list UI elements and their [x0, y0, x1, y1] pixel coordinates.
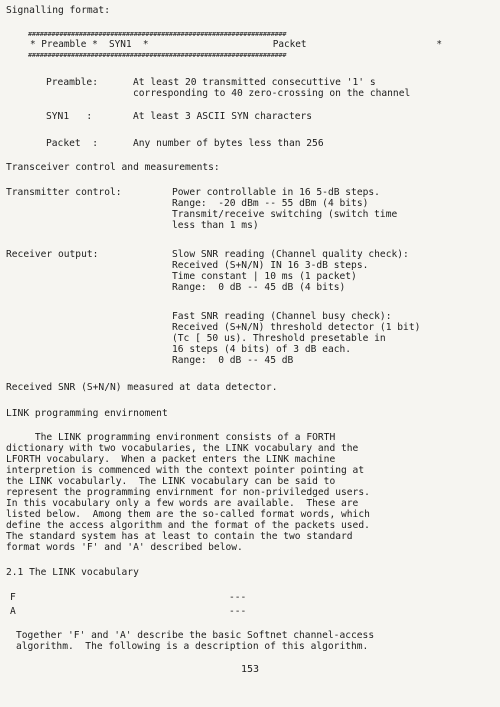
paragraph-line: LFORTH vocabulary. When a packet enters the LINK machine	[6, 454, 336, 465]
receiver-slow-line: Slow SNR reading (Channel quality check):	[172, 249, 409, 260]
section-heading: 2.1 The LINK vocabulary	[6, 567, 139, 578]
vocab-word-f: F	[10, 592, 16, 603]
syn1-text: At least 3 ASCII SYN characters	[133, 111, 313, 122]
syn1-label: SYN1 :	[46, 111, 93, 122]
frame-row: * Preamble * SYN1 * Packet *	[30, 39, 443, 50]
paragraph-line: In this vocabulary only a few words are available. These are	[6, 498, 359, 509]
receiver-fast-line: Fast SNR reading (Channel busy check):	[172, 311, 392, 322]
frame-border-top: ##################################################################	[28, 32, 287, 36]
receiver-fast-line: 16 steps (4 bits) of 3 dB each.	[172, 344, 352, 355]
heading-link: LINK programming envirnoment	[6, 408, 168, 419]
receiver-slow-line: Range: 0 dB -- 45 dB (4 bits)	[172, 282, 346, 293]
heading-signalling-format: Signalling format:	[6, 5, 110, 16]
transmitter-line: less than 1 ms)	[172, 220, 259, 231]
paragraph-line: The LINK programming environment consists of a FORTH	[6, 432, 336, 443]
frame-border-bottom: ##################################################################	[28, 53, 287, 57]
vocab-desc-a: ---	[229, 606, 247, 617]
closing-line: Together 'F' and 'A' describe the basic Softnet channel-access	[16, 630, 375, 641]
packet-text: Any number of bytes less than 256	[133, 138, 324, 149]
transmitter-line: Power controllable in 16 5-dB steps.	[172, 187, 380, 198]
preamble-label: Preamble:	[46, 77, 98, 88]
preamble-line-2: corresponding to 40 zero-crossing on the channel	[133, 88, 411, 99]
paragraph-line: The standard system has at least to contain the two standard	[6, 531, 353, 542]
paragraph-line: represent the programming envirnment for non-priviledged users.	[6, 487, 370, 498]
transmitter-line: Range: -20 dBm -- 55 dBm (4 bits)	[172, 198, 369, 209]
snr-note: Received SNR (S+N/N) measured at data detector.	[6, 382, 278, 393]
paragraph-line: the LINK vocabularly. The LINK vocabulary can be said to	[6, 476, 336, 487]
preamble-line-1: At least 20 transmitted consecuttive '1' s	[133, 77, 376, 88]
receiver-slow-line: Received (S+N/N) IN 16 3-dB steps.	[172, 260, 369, 271]
heading-transceiver: Transceiver control and measurements:	[6, 162, 220, 173]
page-number: 153	[240, 664, 260, 675]
vocab-desc-f: ---	[229, 592, 247, 603]
receiver-fast-line: Range: 0 dB -- 45 dB	[172, 355, 294, 366]
receiver-label: Receiver output:	[6, 249, 99, 260]
transmitter-label: Transmitter control:	[6, 187, 122, 198]
packet-label: Packet :	[46, 138, 98, 149]
receiver-slow-line: Time constant | 10 ms (1 packet)	[172, 271, 357, 282]
transmitter-line: Transmit/receive switching (switch time	[172, 209, 398, 220]
paragraph-line: interpretion is commenced with the context pointer pointing at	[6, 465, 365, 476]
paragraph-line: dictionary with two vocabularies, the LINK vocabulary and the	[6, 443, 359, 454]
receiver-fast-line: (Tc [ 50 us). Threshold presetable in	[172, 333, 386, 344]
paragraph-line: format words 'F' and 'A' described below.	[6, 542, 243, 553]
vocab-word-a: A	[10, 606, 16, 617]
paragraph-line: listed below. Among them are the so-called format words, which	[6, 509, 370, 520]
receiver-fast-line: Received (S+N/N) threshold detector (1 bit)	[172, 322, 421, 333]
paragraph-line: define the access algorithm and the format of the packets used.	[6, 520, 370, 531]
closing-line: algorithm. The following is a description of this algorithm.	[16, 641, 369, 652]
